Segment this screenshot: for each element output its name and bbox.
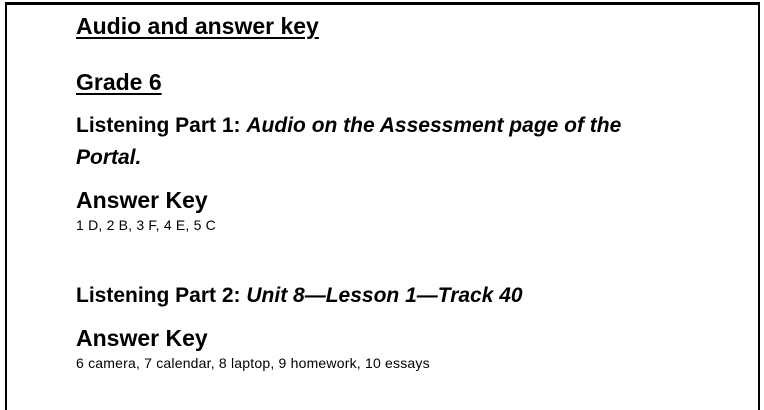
listening-part-2-label: Listening Part 2: [76, 284, 241, 307]
answer-key-heading-2: Answer Key [76, 325, 208, 351]
grade-heading: Grade 6 [76, 69, 162, 95]
listening-part-2-detail-line1: Unit 8—Lesson 1—Track 40 [246, 284, 523, 307]
answers-part-2: 6 camera, 7 calendar, 8 laptop, 9 homework, 10 essays [76, 355, 430, 371]
document-content [76, 0, 696, 372]
listening-part-1-heading [76, 110, 676, 174]
answer-key-heading-1: Answer Key [76, 187, 208, 213]
page-title: Audio and answer key [76, 13, 319, 39]
listening-part-1-detail-line1: Audio on the Assessment page of the [246, 114, 622, 137]
listening-part-1-detail-line2: Portal. [76, 146, 142, 169]
listening-part-2-section [76, 280, 696, 372]
listening-part-2-heading [76, 280, 676, 312]
listening-part-1-section [76, 110, 696, 234]
listening-part-1-label: Listening Part 1: [76, 114, 241, 137]
answers-part-1: 1 D, 2 B, 3 F, 4 E, 5 C [76, 217, 216, 233]
